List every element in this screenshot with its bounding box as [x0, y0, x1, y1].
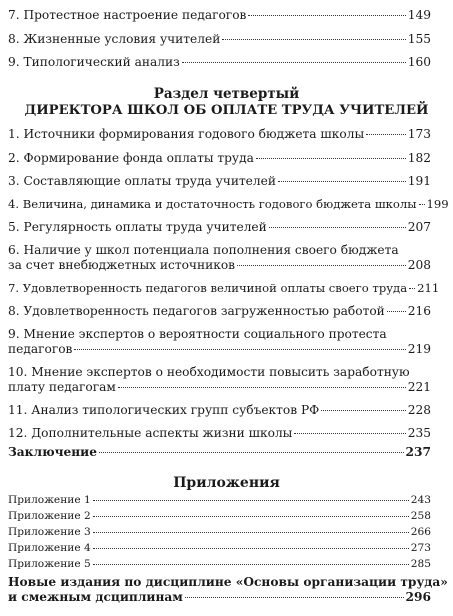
dot-leader — [99, 452, 404, 453]
toc-entry-page: 182 — [407, 151, 431, 165]
toc-entry[interactable] — [8, 174, 431, 189]
appendix-page: 243 — [410, 494, 431, 506]
dot-leader — [294, 433, 405, 434]
appendix-title: Приложение 5 — [8, 558, 91, 570]
toc-entry[interactable] — [8, 243, 431, 273]
dot-leader — [74, 349, 405, 350]
dot-leader — [256, 158, 406, 159]
toc-entry-page: 221 — [407, 380, 431, 394]
appendix-title: Приложение 4 — [8, 542, 91, 554]
toc-entry-title: 9. Мнение экспертов о вероятности социального протеста — [8, 327, 387, 341]
toc-entry-title-continued: за счет внебюджетных источников — [8, 258, 236, 272]
toc-entry-title: 7. Протестное настроение педагогов — [8, 8, 247, 22]
toc-entry-page: 155 — [407, 32, 431, 46]
toc-entry-page: 216 — [407, 304, 431, 318]
dot-leader — [278, 181, 406, 182]
dot-leader — [387, 311, 406, 312]
toc-entry-page: 191 — [407, 174, 431, 188]
toc-entry-title: 5. Регулярность оплаты труда учителей — [8, 220, 267, 234]
dot-leader — [237, 265, 406, 266]
dot-leader — [269, 227, 406, 228]
toc-entry[interactable] — [8, 304, 431, 319]
appendix-title: Приложение 2 — [8, 510, 91, 522]
section-label: Раздел четвертый — [153, 86, 300, 102]
toc-entry-title: 7. Удовлетворенность педагогов величиной оплаты своего труда — [8, 281, 408, 295]
toc-entry-page: 228 — [407, 403, 431, 417]
toc-entry-title: 9. Типологический анализ — [8, 55, 180, 69]
toc-entry-title-continued: плату педагогам — [8, 380, 116, 394]
appendix-page: 285 — [410, 558, 431, 570]
dot-leader — [185, 597, 404, 598]
appendices-title: Приложения — [173, 475, 280, 491]
toc-entry-page: 219 — [407, 342, 431, 356]
dot-leader — [182, 62, 406, 63]
dot-leader — [366, 134, 406, 135]
appendix-entry[interactable] — [8, 542, 431, 555]
dot-leader — [321, 410, 405, 411]
toc-entry-page: 199 — [426, 197, 449, 211]
toc-entry-page: 211 — [417, 281, 440, 295]
appendix-title: Приложение 3 — [8, 526, 91, 538]
toc-entry-page: 235 — [407, 426, 431, 440]
toc-entry-title: 3. Составляющие оплаты труда учителей — [8, 174, 276, 188]
toc-entry-title: 6. Наличие у школ потенциала пополнения своего бюджета — [8, 243, 399, 257]
dot-leader — [419, 204, 425, 205]
toc-entry-title: 10. Мнение экспертов о необходимости повысить заработную — [8, 365, 410, 379]
new-editions-title-continued: и смежным дсциплинам — [8, 590, 183, 604]
appendix-page: 258 — [410, 510, 431, 522]
appendix-entry[interactable] — [8, 494, 431, 507]
toc-entry[interactable] — [8, 281, 440, 296]
toc-entry-title: 8. Жизненные условия учителей — [8, 32, 221, 46]
dot-leader — [222, 39, 405, 40]
conclusion-title: Заключение — [8, 445, 97, 459]
appendix-page: 266 — [410, 526, 431, 538]
toc-entry[interactable] — [8, 151, 431, 166]
appendix-entry[interactable] — [8, 558, 431, 571]
dot-leader — [93, 564, 409, 565]
appendix-entry[interactable] — [8, 526, 431, 539]
toc-new-editions[interactable] — [8, 575, 448, 605]
toc-entry[interactable] — [8, 8, 431, 23]
toc-entry[interactable] — [8, 32, 431, 47]
new-editions-title: Новые издания по дисциплине «Основы организации труда» — [8, 575, 448, 589]
toc-entry-page: 173 — [407, 127, 431, 141]
appendix-entry[interactable] — [8, 510, 431, 523]
toc-entry-title: 12. Дополнительные аспекты жизни школы — [8, 426, 293, 440]
toc-entry[interactable] — [8, 426, 431, 441]
toc-entry[interactable] — [8, 403, 431, 418]
dot-leader — [93, 516, 409, 517]
conclusion-page: 237 — [405, 445, 431, 459]
dot-leader — [409, 288, 415, 289]
dot-leader — [93, 500, 409, 501]
dot-leader — [93, 532, 409, 533]
toc-entry[interactable] — [8, 197, 449, 212]
toc-entry-page: 160 — [407, 55, 431, 69]
toc-entry-title: 11. Анализ типологических групп субъектов РФ — [8, 403, 320, 417]
new-editions-page: 296 — [405, 590, 431, 604]
toc-entry-title: 4. Величина, динамика и достаточность годового бюджета школы — [8, 197, 417, 211]
appendix-title: Приложение 1 — [8, 494, 91, 506]
dot-leader — [118, 387, 406, 388]
toc-entry-title: 2. Формирование фонда оплаты труда — [8, 151, 254, 165]
toc-entry-page: 149 — [407, 8, 431, 22]
toc-conclusion[interactable] — [8, 445, 431, 460]
toc-entry-page: 208 — [407, 258, 431, 272]
section-title: ДИРЕКТОРА ШКОЛ ОБ ОПЛАТЕ ТРУДА УЧИТЕЛЕЙ — [24, 103, 429, 118]
dot-leader — [248, 15, 405, 16]
toc-entry[interactable] — [8, 365, 431, 395]
toc-entry[interactable] — [8, 220, 431, 235]
dot-leader — [93, 548, 409, 549]
toc-entry[interactable] — [8, 327, 431, 357]
toc-entry[interactable] — [8, 127, 431, 142]
appendix-page: 273 — [410, 542, 431, 554]
toc-entry-title: 1. Источники формирования годового бюджета школы — [8, 127, 365, 141]
toc-entry[interactable] — [8, 55, 431, 70]
toc-entry-title: 8. Удовлетворенность педагогов загруженностью работой — [8, 304, 385, 318]
toc-entry-page: 207 — [407, 220, 431, 234]
toc-entry-title-continued: педагогов — [8, 342, 73, 356]
